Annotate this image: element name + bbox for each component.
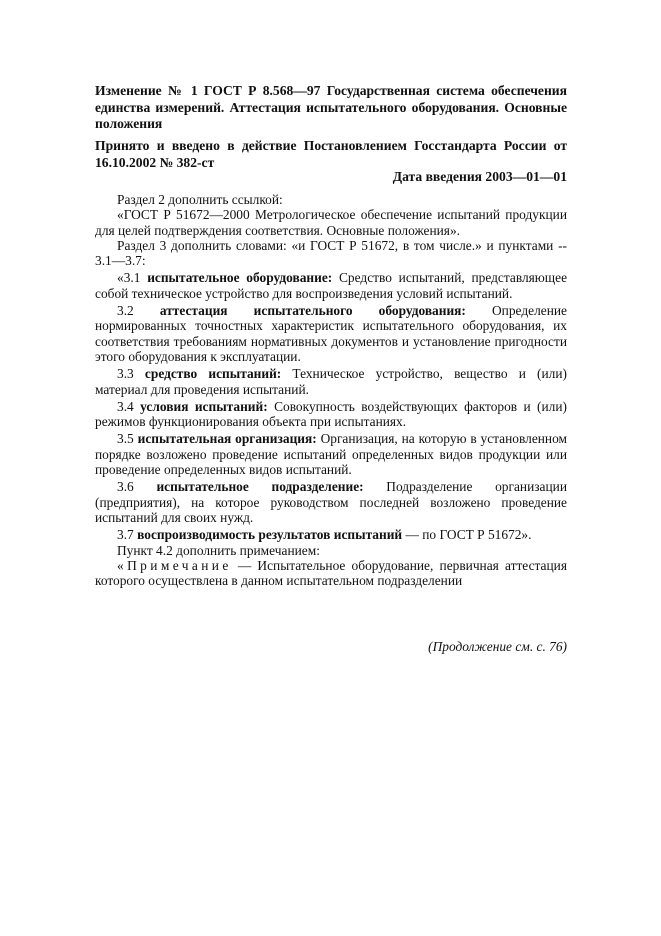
definition-term: воспроизводимость результатов испытаний bbox=[137, 527, 403, 543]
definition-term: испытательное оборудование: bbox=[147, 270, 333, 286]
definition-number: 3.4 bbox=[117, 398, 134, 414]
definition-number: 3.5 bbox=[117, 431, 134, 447]
definition-text: Подразделение организации (предприятия), на которое руководством последней возложено проведение испытаний для своих нужд. bbox=[95, 479, 567, 525]
continuation-note: (Продолжение см. с. 76) bbox=[428, 639, 567, 654]
definition-term: испытательная организация: bbox=[137, 431, 317, 447]
definition-text: Средство испытаний, представляющее собой техническое устройство для воспроизведения условий испытаний. bbox=[95, 270, 568, 301]
note-paragraph bbox=[95, 558, 567, 589]
definition-3-1 bbox=[95, 270, 567, 301]
definition-3-3 bbox=[95, 366, 567, 397]
definition-3-4 bbox=[95, 399, 567, 430]
definition-number: «3.1 bbox=[117, 270, 141, 286]
effective-date: Дата введения 2003—01—01 bbox=[392, 169, 567, 184]
paragraph: Раздел 2 дополнить ссылкой: bbox=[117, 192, 283, 207]
definition-3-2 bbox=[95, 303, 567, 364]
definition-3-6 bbox=[95, 479, 567, 525]
definition-number: 3.3 bbox=[117, 366, 134, 382]
note-label: «Примечание bbox=[117, 557, 232, 573]
definition-3-5 bbox=[95, 431, 567, 477]
definition-3-7 bbox=[95, 527, 567, 542]
definition-term: средство испытаний: bbox=[144, 366, 282, 382]
definition-text: Организация, на которую в установленном порядке возложено проведение испытаний определенных видов продукции или проведение определенных видов испытаний. bbox=[95, 431, 568, 478]
paragraph: Раздел 3 дополнить словами: «и ГОСТ Р 51672, в том числе.» и пунктами -- 3.1—3.7: bbox=[95, 237, 567, 269]
paragraph: «ГОСТ Р 51672—2000 Метрологическое обеспечение испытаний продукции для целей подтверждения соответствия. Основные положения». bbox=[95, 207, 567, 238]
definition-text: Совокупность воздействующих факторов и (или) режимов функционирования объекта при испытаниях. bbox=[95, 398, 567, 430]
definition-number: 3.7 bbox=[117, 527, 134, 543]
definition-text: Определение нормированных точностных характеристик испытательного оборудования, их соответствия требованиям нормативных документов и установление пригодности этого оборудования к эксплуатации. bbox=[95, 303, 567, 364]
definition-term: условия испытаний: bbox=[140, 398, 268, 414]
document-title: Изменение № 1 ГОСТ Р 8.568—97 Государственная система обеспечения единства измерений. Аттестация испытательного оборудования. Основные положения bbox=[95, 83, 567, 131]
adoption-statement: Принято и введено в действие Постановлением Госстандарта России от 16.10.2002 № 382-ст bbox=[95, 138, 567, 170]
definition-text: Техническое устройство, вещество и (или) материал для проведения испытаний. bbox=[95, 366, 567, 397]
definition-number: 3.2 bbox=[117, 303, 134, 319]
definition-term: испытательное подразделение: bbox=[156, 479, 364, 495]
document-body bbox=[95, 192, 567, 588]
note-text: — Испытательное оборудование, первичная аттестация которого осуществлена в данном испытательном подразделении bbox=[95, 557, 567, 589]
definition-number: 3.6 bbox=[117, 479, 134, 495]
paragraph: Пункт 4.2 дополнить примечанием: bbox=[117, 542, 320, 558]
definition-text: — по ГОСТ Р 51672». bbox=[405, 527, 532, 543]
definition-term: аттестация испытательного оборудования: bbox=[159, 303, 466, 319]
